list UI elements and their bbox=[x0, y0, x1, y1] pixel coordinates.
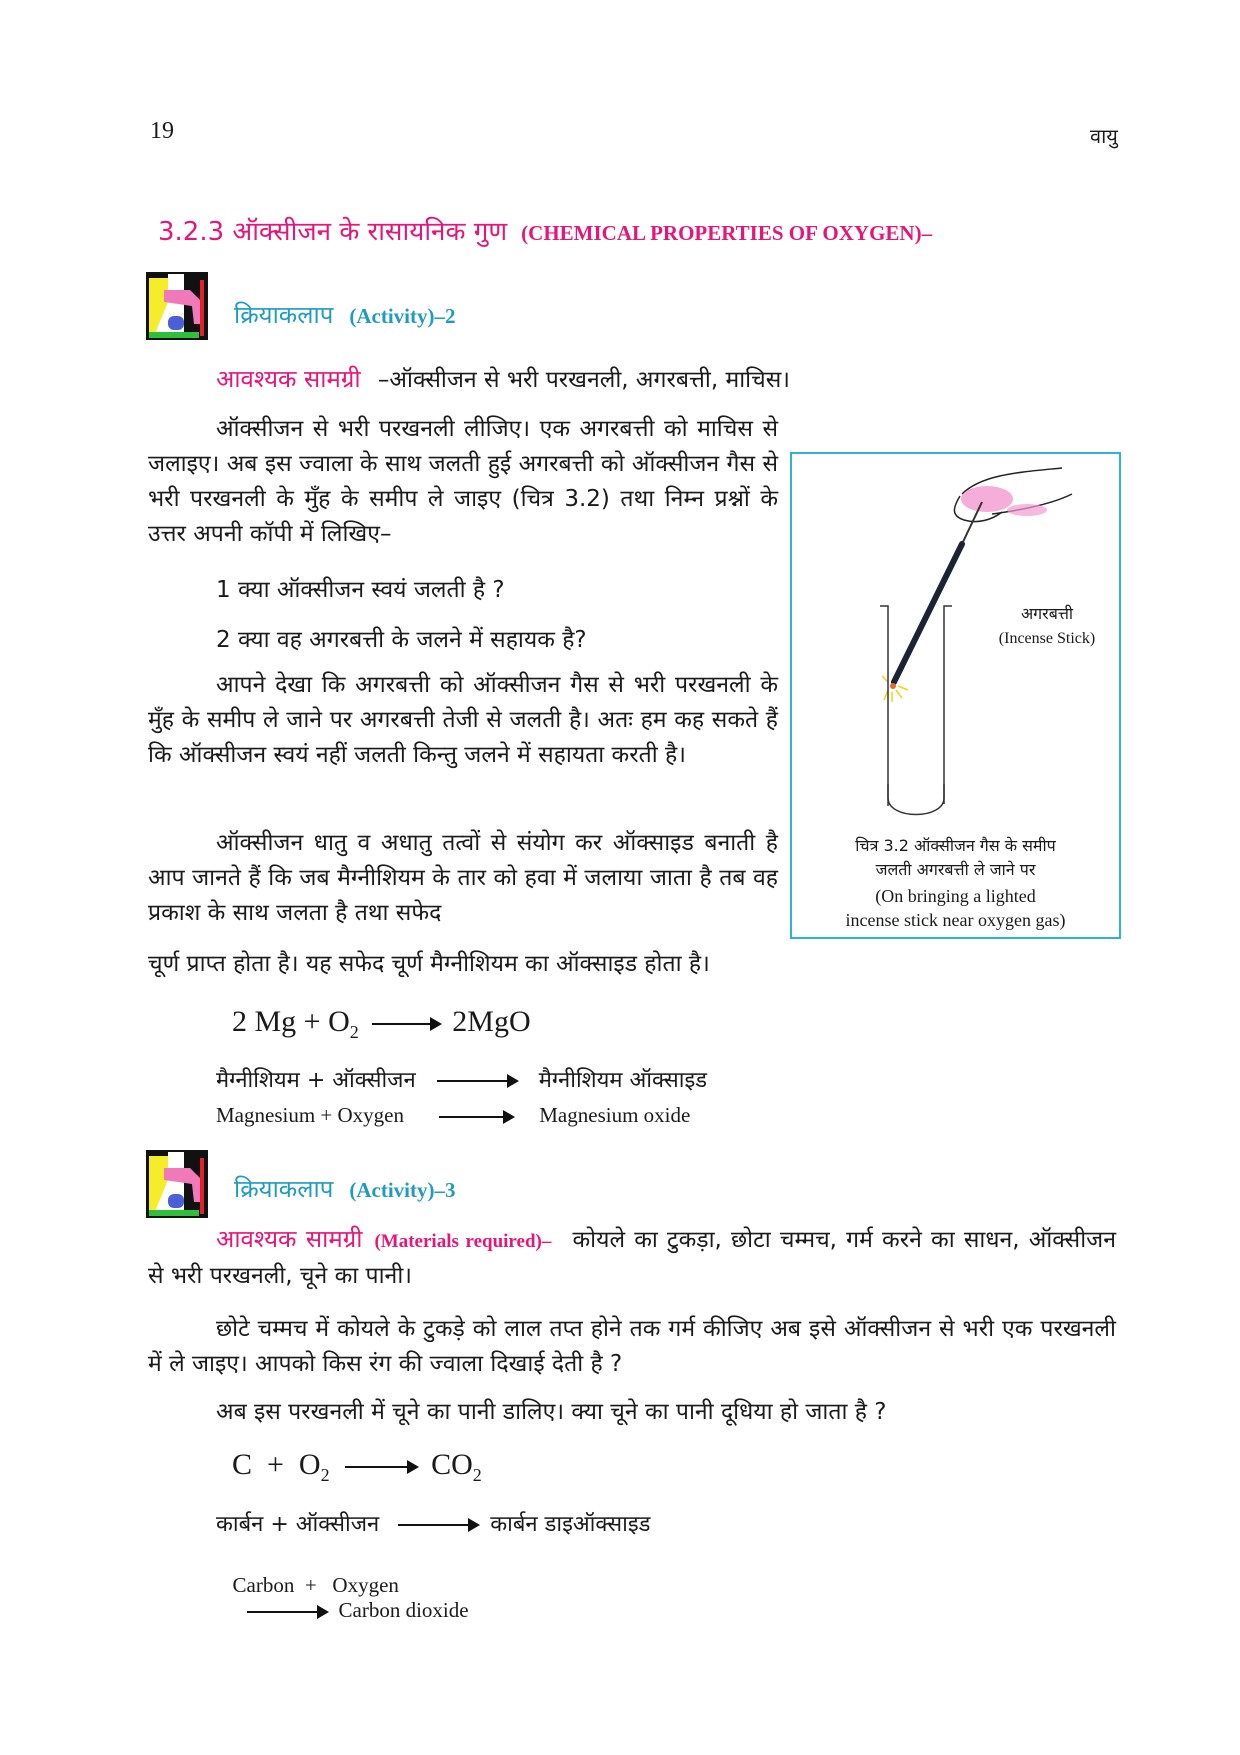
equation-subscript: 2 bbox=[472, 1465, 482, 1485]
equation-subscript: 2 bbox=[320, 1465, 330, 1485]
test-tube-bottom bbox=[792, 784, 1119, 834]
figure-3-2 bbox=[790, 452, 1121, 939]
lab-flask-hand-icon bbox=[146, 1150, 208, 1218]
word-equation-hindi-2 bbox=[216, 1508, 650, 1538]
figure-caption-hindi-1: चित्र 3.2 ऑक्सीजन गैस के समीप bbox=[855, 836, 1056, 855]
reaction-arrow-icon bbox=[372, 1023, 440, 1025]
section-title-hindi: 3.2.3 ऑक्सीजन के रासायनिक गुण bbox=[158, 217, 508, 247]
word-equation-hindi-1 bbox=[216, 1064, 707, 1094]
hindi-reactants: कार्बन + ऑक्सीजन bbox=[216, 1512, 380, 1537]
activity-3-paragraph-2: अब इस परखनली में चूने का पानी डालिए। क्या चूने का पानी दूधिया हो जाता है ? bbox=[216, 1399, 887, 1425]
reaction-arrow-icon bbox=[398, 1524, 478, 1526]
activity-2-title bbox=[234, 298, 455, 331]
english-product: Magnesium oxide bbox=[539, 1103, 691, 1127]
activity-2-paragraph-2: आपने देखा कि अगरबत्ती को ऑक्सीजन गैस से भरी परखनली के मुँह के समीप ले जाने पर अगरबत्ती तेजी से जलती है। अतः हम कह सकते हैं कि ऑक्सीजन स्वयं नहीं जलती किन्तु जलने में सहायता करती है। bbox=[148, 672, 778, 768]
activity-2-icon bbox=[146, 272, 208, 344]
running-head: वायु bbox=[1090, 124, 1118, 148]
hindi-reactants: मैग्नीशियम + ऑक्सीजन bbox=[216, 1068, 416, 1093]
activity-3-title-hindi: क्रियाकलाप bbox=[234, 1175, 334, 1203]
hindi-product: कार्बन डाइऑक्साइड bbox=[490, 1512, 651, 1537]
activity-2-title-hindi: क्रियाकलाप bbox=[234, 301, 334, 329]
equation-magnesium bbox=[232, 1005, 531, 1043]
english-reactants: Carbon + Oxygen bbox=[232, 1573, 399, 1597]
activity-3-icon bbox=[146, 1150, 208, 1222]
equation-rhs: 2MgO bbox=[452, 1005, 531, 1038]
reaction-arrow-icon bbox=[345, 1466, 417, 1468]
figure-caption-english-1: (On bringing a lighted bbox=[875, 886, 1036, 906]
materials-label-hindi: आवश्यक सामग्री bbox=[216, 1225, 363, 1253]
reaction-arrow-icon bbox=[439, 1116, 513, 1118]
activity-2-title-english: (Activity)–2 bbox=[349, 304, 456, 328]
english-reactants: Magnesium + Oxygen bbox=[216, 1103, 404, 1127]
hindi-product: मैग्नीशियम ऑक्साइड bbox=[538, 1068, 708, 1093]
lab-flask-hand-icon bbox=[146, 272, 208, 340]
reaction-arrow-icon bbox=[247, 1611, 327, 1613]
question-2: 2 क्या वह अगरबत्ती के जलने में सहायक है? bbox=[216, 627, 587, 653]
question-1: 1 क्या ऑक्सीजन स्वयं जलती है ? bbox=[216, 577, 505, 603]
equation-rhs: CO bbox=[431, 1448, 473, 1481]
equation-carbon bbox=[232, 1448, 482, 1486]
figure-label-english: (Incense Stick) bbox=[998, 630, 1096, 647]
activity-3-title bbox=[234, 1172, 455, 1205]
activity-2-paragraph-3: ऑक्सीजन धातु व अधातु तत्वों से संयोग कर ऑक्साइड बनाती है आप जानते हैं कि जब मैग्नीशियम के तार को हवा में जलाया जाता है तब वह प्रकाश के साथ जलता है तथा सफेद bbox=[148, 830, 778, 926]
materials-label bbox=[216, 1225, 551, 1253]
word-equation-english-2 bbox=[222, 1548, 469, 1623]
activity-3-title-english: (Activity)–3 bbox=[349, 1178, 456, 1202]
equation-lhs: C + O bbox=[232, 1448, 321, 1481]
word-equation-english-1 bbox=[216, 1103, 690, 1128]
materials-label-english: (Materials required)– bbox=[374, 1231, 552, 1252]
figure-caption-english-2: incense stick near oxygen gas) bbox=[845, 910, 1066, 930]
activity-3-materials bbox=[148, 1222, 1116, 1294]
figure-label-hindi: अगरबत्ती bbox=[1020, 604, 1074, 623]
equation-lhs: 2 Mg + O bbox=[232, 1005, 350, 1038]
figure-caption-hindi-2: जलती अगरबत्ती ले जाने पर bbox=[875, 860, 1036, 879]
materials-label: आवश्यक सामग्री bbox=[216, 365, 361, 393]
activity-2-paragraph-3-continued: चूर्ण प्राप्त होता है। यह सफेद चूर्ण मैग्नीशियम का ऑक्साइड होता है। bbox=[148, 951, 710, 977]
activity-2-materials bbox=[216, 362, 790, 395]
materials-text: कोयले का टुकड़ा, छोटा चम्मच, गर्म करने का साधन, ऑक्सीजन से भरी परखनली, चूने का पानी। bbox=[148, 1227, 1116, 1289]
activity-3-paragraph-1: छोटे चम्मच में कोयले के टुकड़े को लाल तप्त होने तक गर्म कीजिए अब इसे ऑक्सीजन से भरी एक परखनली में ले जाइए। आपको किस रंग की ज्वाला दिखाई देती है ? bbox=[148, 1316, 1116, 1377]
materials-text: –ऑक्सीजन से भरी परखनली, अगरबत्ती, माचिस। bbox=[377, 367, 790, 393]
section-title bbox=[158, 212, 932, 248]
activity-2-paragraph-1: ऑक्सीजन से भरी परखनली लीजिए। एक अगरबत्ती को माचिस से जलाइए। अब इस ज्वाला के साथ जलती हुई अगरबत्ती को ऑक्सीजन गैस से भरी परखनली के मुँह के समीप ले जाइए (चित्र 3.2) तथा निम्न प्रश्नों के उत्तर अपनी कॉपी में लिखिए– bbox=[148, 416, 778, 547]
reaction-arrow-icon bbox=[437, 1080, 517, 1082]
section-title-english: (CHEMICAL PROPERTIES OF OXYGEN)– bbox=[521, 221, 933, 245]
page-number: 19 bbox=[150, 118, 174, 144]
equation-subscript: 2 bbox=[349, 1022, 359, 1042]
english-product: Carbon dioxide bbox=[338, 1598, 469, 1622]
